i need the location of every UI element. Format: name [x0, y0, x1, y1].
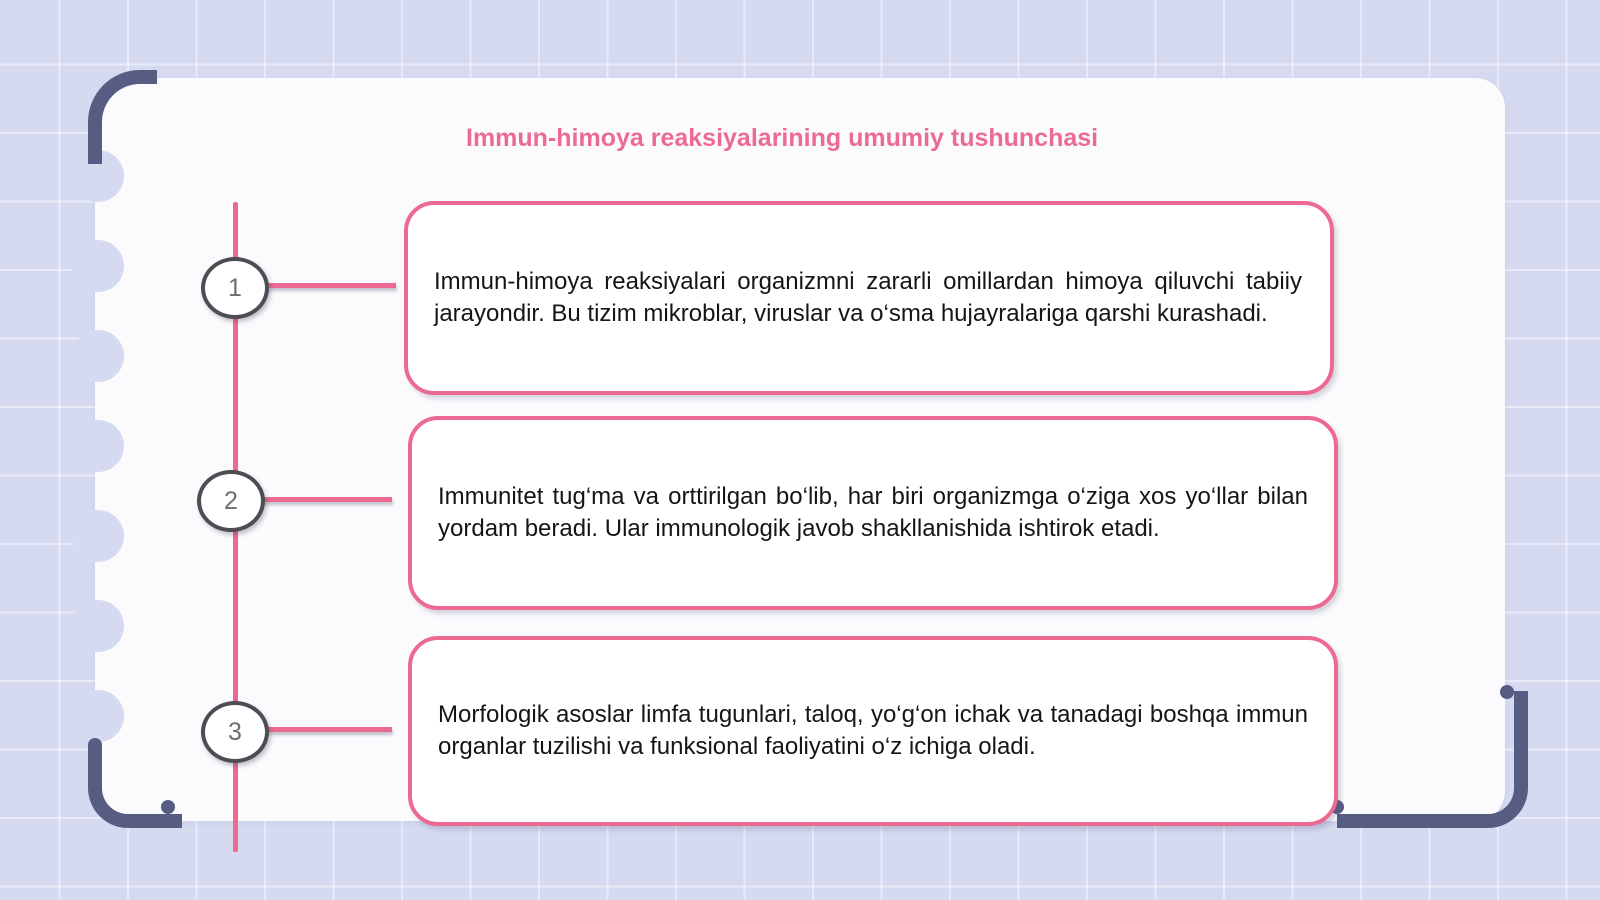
paper-notch	[72, 690, 124, 742]
bracket-cap	[161, 800, 175, 814]
step-1-card	[404, 201, 1334, 395]
slide-title: Immun-himoya reaksiyalarining umumiy tushunchasi	[466, 124, 1099, 152]
paper-notch	[72, 510, 124, 562]
step-1-connector	[266, 283, 396, 288]
paper-notch	[72, 600, 124, 652]
paper-notch	[72, 420, 124, 472]
step-2-connector	[262, 497, 392, 502]
step-2-card	[408, 416, 1338, 610]
step-3-connector	[266, 727, 392, 732]
step-1-badge	[201, 257, 269, 319]
step-1-text: Immun-himoya reaksiyalari organizmni zararli omillardan himoya qiluvchi tabiiy jarayondir. Bu tizim mikroblar, viruslar va o‘sma hujayralariga qarshi kurashadi.	[434, 268, 1302, 327]
step-number: 3	[228, 717, 242, 746]
corner-bracket-bottom-right	[1337, 691, 1528, 828]
corner-bracket-bottom-left	[88, 744, 182, 828]
step-3-badge	[201, 701, 269, 763]
step-2-text: Immunitet tug‘ma va orttirilgan bo‘lib, har biri organizmga o‘ziga xos yo‘llar bilan yordam beradi. Ular immunologik javob shakllanishida ishtirok etadi.	[438, 483, 1308, 542]
bracket-cap	[1500, 685, 1514, 699]
paper-notch	[72, 240, 124, 292]
bracket-cap	[136, 70, 150, 84]
step-2-badge	[197, 470, 265, 532]
step-number: 1	[228, 273, 242, 302]
bracket-cap	[88, 144, 102, 158]
step-3-text: Morfologik asoslar limfa tugunlari, taloq, yo‘g‘on ichak va tanadagi boshqa immun organlar tuzilishi va funksional faoliyatini o‘z ichiga oladi.	[438, 701, 1308, 760]
step-3-card	[408, 636, 1338, 826]
step-number: 2	[224, 486, 238, 515]
bracket-cap	[88, 738, 102, 752]
paper-notch	[72, 330, 124, 382]
